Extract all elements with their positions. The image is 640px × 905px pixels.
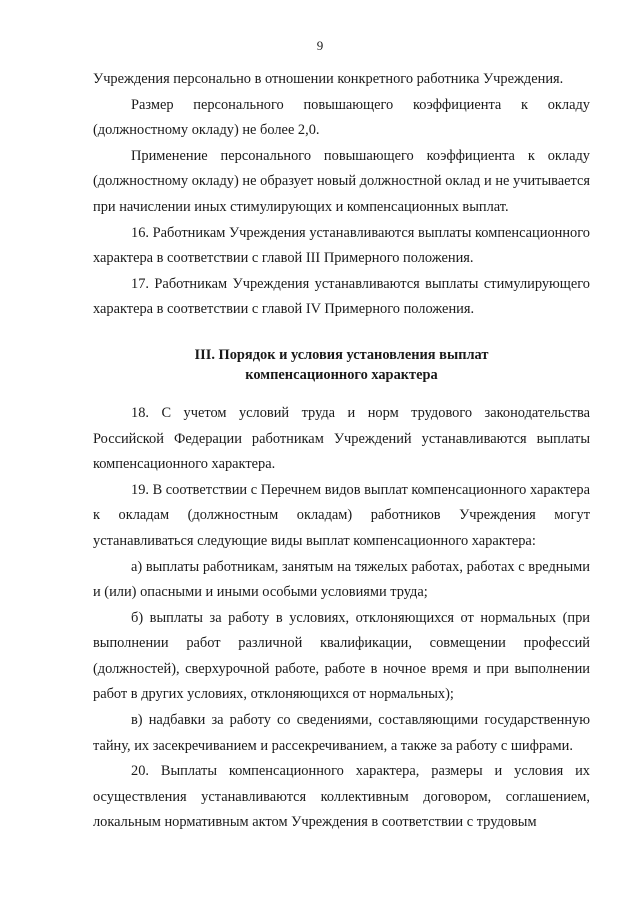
paragraph-item-20: 20. Выплаты компенсационного характера, размеры и условия их осуществления устанавливаются коллективным договором, соглашением, локальным нормативным актом Учреждения в соответствии с трудовым <box>93 763 590 831</box>
section-heading-line-2: компенсационного характера <box>245 366 438 383</box>
paragraph-item-18: 18. С учетом условий труда и норм трудового законодательства Российской Федерации работникам Учреждений устанавливаются выплаты компенсационного характера. <box>93 404 590 473</box>
paragraph-subitem-a: а) выплаты работникам, занятым на тяжелых работах, работах с вредными и (или) опасными и иными особыми условиями труда; <box>93 558 590 601</box>
paragraph-item-16: 16. Работникам Учреждения устанавливаются выплаты компенсационного характера в соответствии с главой III Примерного положения. <box>93 224 590 267</box>
paragraph-subitem-v: в) надбавки за работу со сведениями, составляющими государственную тайну, их засекречиванием и рассекречиванием, а также за работу с шифрами. <box>93 712 590 754</box>
page-number: 9 <box>316 38 324 53</box>
section-heading-line-1: III. Порядок и условия установления выплат <box>194 346 489 363</box>
paragraph-coefficient-limit: Размер персонального повышающего коэффициента к окладу (должностному окладу) не более 2,0. <box>93 96 590 139</box>
paragraph-item-19: 19. В соответствии с Перечнем видов выплат компенсационного характера к окладам (должностным окладам) работников Учреждения могут устанавливаться следующие виды выплат компенсационного характера: <box>93 481 590 549</box>
paragraph-subitem-b: б) выплаты за работу в условиях, отклоняющихся от нормальных (при выполнении работ различной квалификации, совмещении профессий (должностей), сверхурочной работе, работе в ночное время и при выполнении работ в других условиях, отклоняющихся от нормальных); <box>93 609 590 703</box>
document-body <box>93 67 590 836</box>
section-heading <box>93 345 590 385</box>
paragraph-continuation: Учреждения персонально в отношении конкретного работника Учреждения. <box>93 71 564 87</box>
paragraph-coefficient-application: Применение персонального повышающего коэффициента к окладу (должностному окладу) не образует новый должностной оклад и не учитывается при начислении иных стимулирующих и компенсационных выплат. <box>93 147 590 215</box>
paragraph-item-17: 17. Работникам Учреждения устанавливаются выплаты стимулирующего характера в соответствии с главой IV Примерного положения. <box>93 275 590 318</box>
